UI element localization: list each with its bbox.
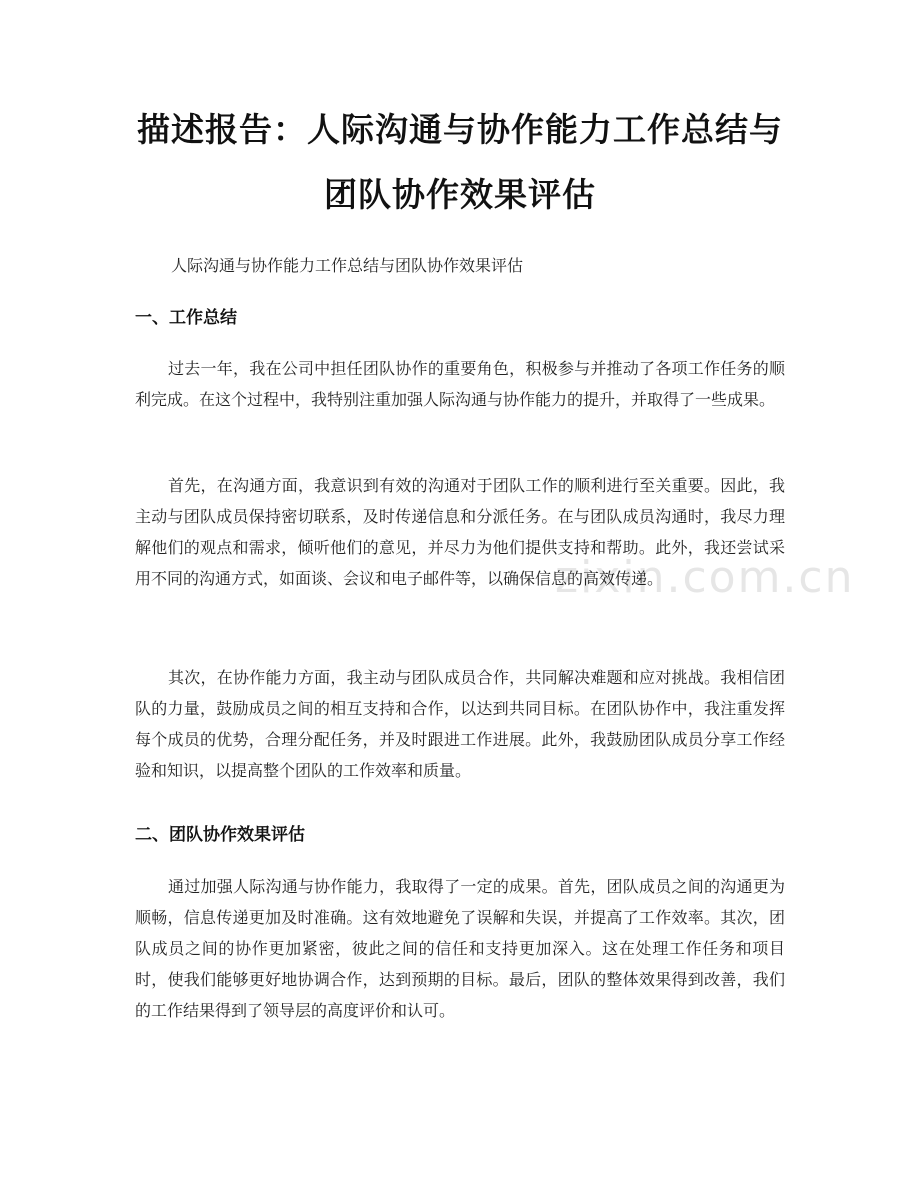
document-title-line-1: 描述报告：人际沟通与协作能力工作总结与 <box>137 110 783 149</box>
section-1-paragraph-3: 其次，在协作能力方面，我主动与团队成员合作，共同解决难题和应对挑战。我相信团队的力量，鼓励成员之间的相互支持和合作，以达到共同目标。在团队协作中，我注重发挥每个成员的优势，合理分配任务，并及时跟进工作进展。此外，我鼓励团队成员分享工作经验和知识，以提高整个团队的工作效率和质量。 <box>135 668 785 780</box>
document-title-line-2: 团队协作效果评估 <box>324 175 596 214</box>
section-1-paragraph-2: 首先，在沟通方面，我意识到有效的沟通对于团队工作的顺利进行至关重要。因此，我主动与团队成员保持密切联系，及时传递信息和分派任务。在与团队成员沟通时，我尽力理解他们的观点和需求，倾听他们的意见，并尽力为他们提供支持和帮助。此外，我还尝试采用不同的沟通方式，如面谈、会议和电子邮件等，以确保信息的高效传递。 <box>135 476 785 588</box>
section-2-paragraph-1: 通过加强人际沟通与协作能力，我取得了一定的成果。首先，团队成员之间的沟通更为顺畅，信息传递更加及时准确。这有效地避免了误解和失误，并提高了工作效率。其次，团队成员之间的协作更加紧密，彼此之间的信任和支持更加深入。这在处理工作任务和项目时，使我们能够更好地协调合作，达到预期的目标。最后，团队的整体效果得到改善，我们的工作结果得到了领导层的高度评价和认可。 <box>135 877 785 1020</box>
section-1-heading: 一、工作总结 <box>135 308 237 328</box>
section-1-paragraph-1: 过去一年，我在公司中担任团队协作的重要角色，积极参与并推动了各项工作任务的顺利完成。在这个过程中，我特别注重加强人际沟通与协作能力的提升，并取得了一些成果。 <box>135 359 785 409</box>
section-2-heading: 二、团队协作效果评估 <box>135 825 305 845</box>
document-subtitle: 人际沟通与协作能力工作总结与团队协作效果评估 <box>171 256 524 275</box>
watermark: zixin.com.cn <box>555 552 855 603</box>
